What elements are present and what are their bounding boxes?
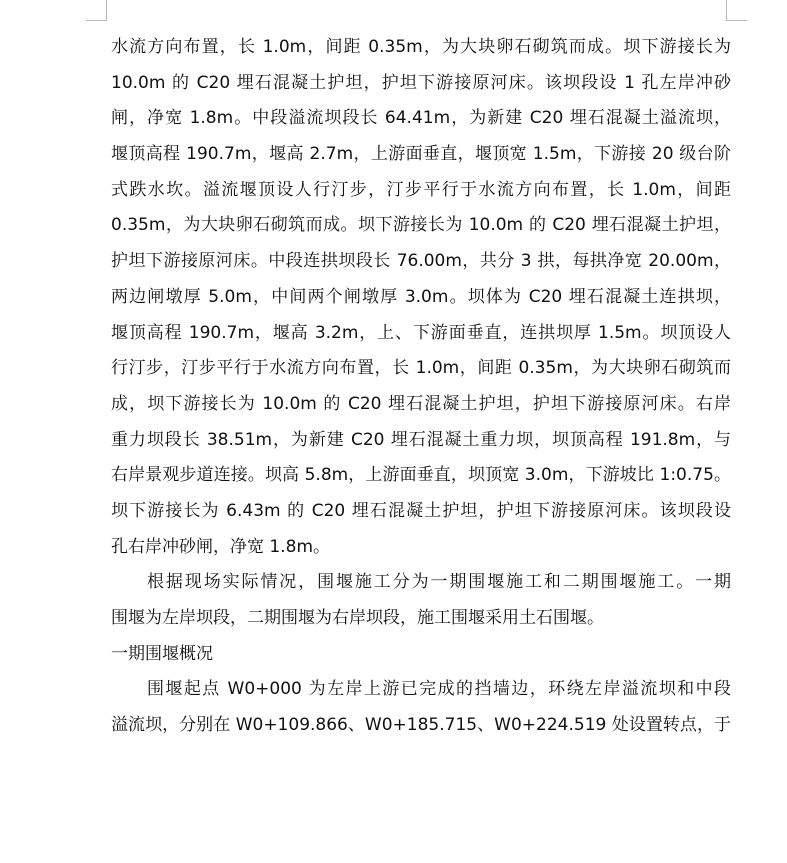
document-body — [111, 30, 731, 744]
section-heading: 一期围堰概况 — [111, 643, 213, 664]
paragraph-first-line: 根据现场实际情况，围堰施工分为一期围堰施工和二期围堰施工。一期 — [147, 572, 731, 593]
text-line: 重力坝段长 38.51m，为新建 C20 埋石混凝土重力坝，坝顶高程 191.8m，与 — [111, 429, 731, 450]
text-line: 式跌水坎。溢流堰顶设人行汀步，汀步平行于水流方向布置，长 1.0m，间距 — [111, 179, 731, 200]
text-line: 10.0m 的 C20 埋石混凝土护坦，护坦下游接原河床。该坝段设 1 孔左岸冲砂 — [111, 72, 731, 93]
text-line: 行汀步，汀步平行于水流方向布置，长 1.0m，间距 0.35m，为大块卵石砌筑而 — [111, 358, 731, 379]
page-corner-mark-right — [726, 0, 747, 21]
text-line: 围堰为左岸坝段，二期围堰为右岸坝段，施工围堰采用土石围堰。 — [111, 608, 604, 628]
text-line: 水流方向布置，长 1.0m，间距 0.35m，为大块卵石砌筑而成。坝下游接长为 — [111, 37, 731, 57]
text-line: 0.35m，为大块卵石砌筑而成。坝下游接长为 10.0m 的 C20 埋石混凝土护坦， — [111, 215, 731, 236]
text-line: 两边闸墩厚 5.0m，中间两个闸墩厚 3.0m。坝体为 C20 埋石混凝土连拱坝， — [111, 286, 731, 307]
paragraph-first-line: 围堰起点 W0+000 为左岸上游已完成的挡墙边，环绕左岸溢流坝和中段 — [147, 679, 731, 700]
text-line: 溢流坝，分别在 W0+109.866、W0+185.715、W0+224.519 处设置转点，于 — [111, 715, 731, 736]
text-line: 堰顶高程 190.7m，堰高 3.2m，上、下游面垂直，连拱坝厚 1.5m。坝顶设人 — [111, 322, 731, 343]
text-line: 孔右岸冲砂闸，净宽 1.8m。 — [111, 536, 330, 557]
text-line: 护坦下游接原河床。中段连拱坝段长 76.00m，共分 3 拱，每拱净宽 20.00m， — [111, 251, 731, 272]
text-line: 闸，净宽 1.8m。中段溢流坝段长 64.41m，为新建 C20 埋石混凝土溢流坝， — [111, 108, 731, 129]
text-line: 成，坝下游接长为 10.0m 的 C20 埋石混凝土护坦，护坦下游接原河床。右岸 — [111, 393, 731, 414]
text-line: 坝下游接长为 6.43m 的 C20 埋石混凝土护坦，护坦下游接原河床。该坝段设 — [111, 500, 731, 521]
text-line: 右岸景观步道连接。坝高 5.8m，上游面垂直，坝顶宽 3.0m，下游坡比 1:0.75。 — [111, 465, 731, 486]
text-line: 堰顶高程 190.7m，堰高 2.7m，上游面垂直，堰顶宽 1.5m，下游接 20 级台阶 — [111, 144, 731, 165]
page-corner-mark-left — [86, 0, 107, 21]
